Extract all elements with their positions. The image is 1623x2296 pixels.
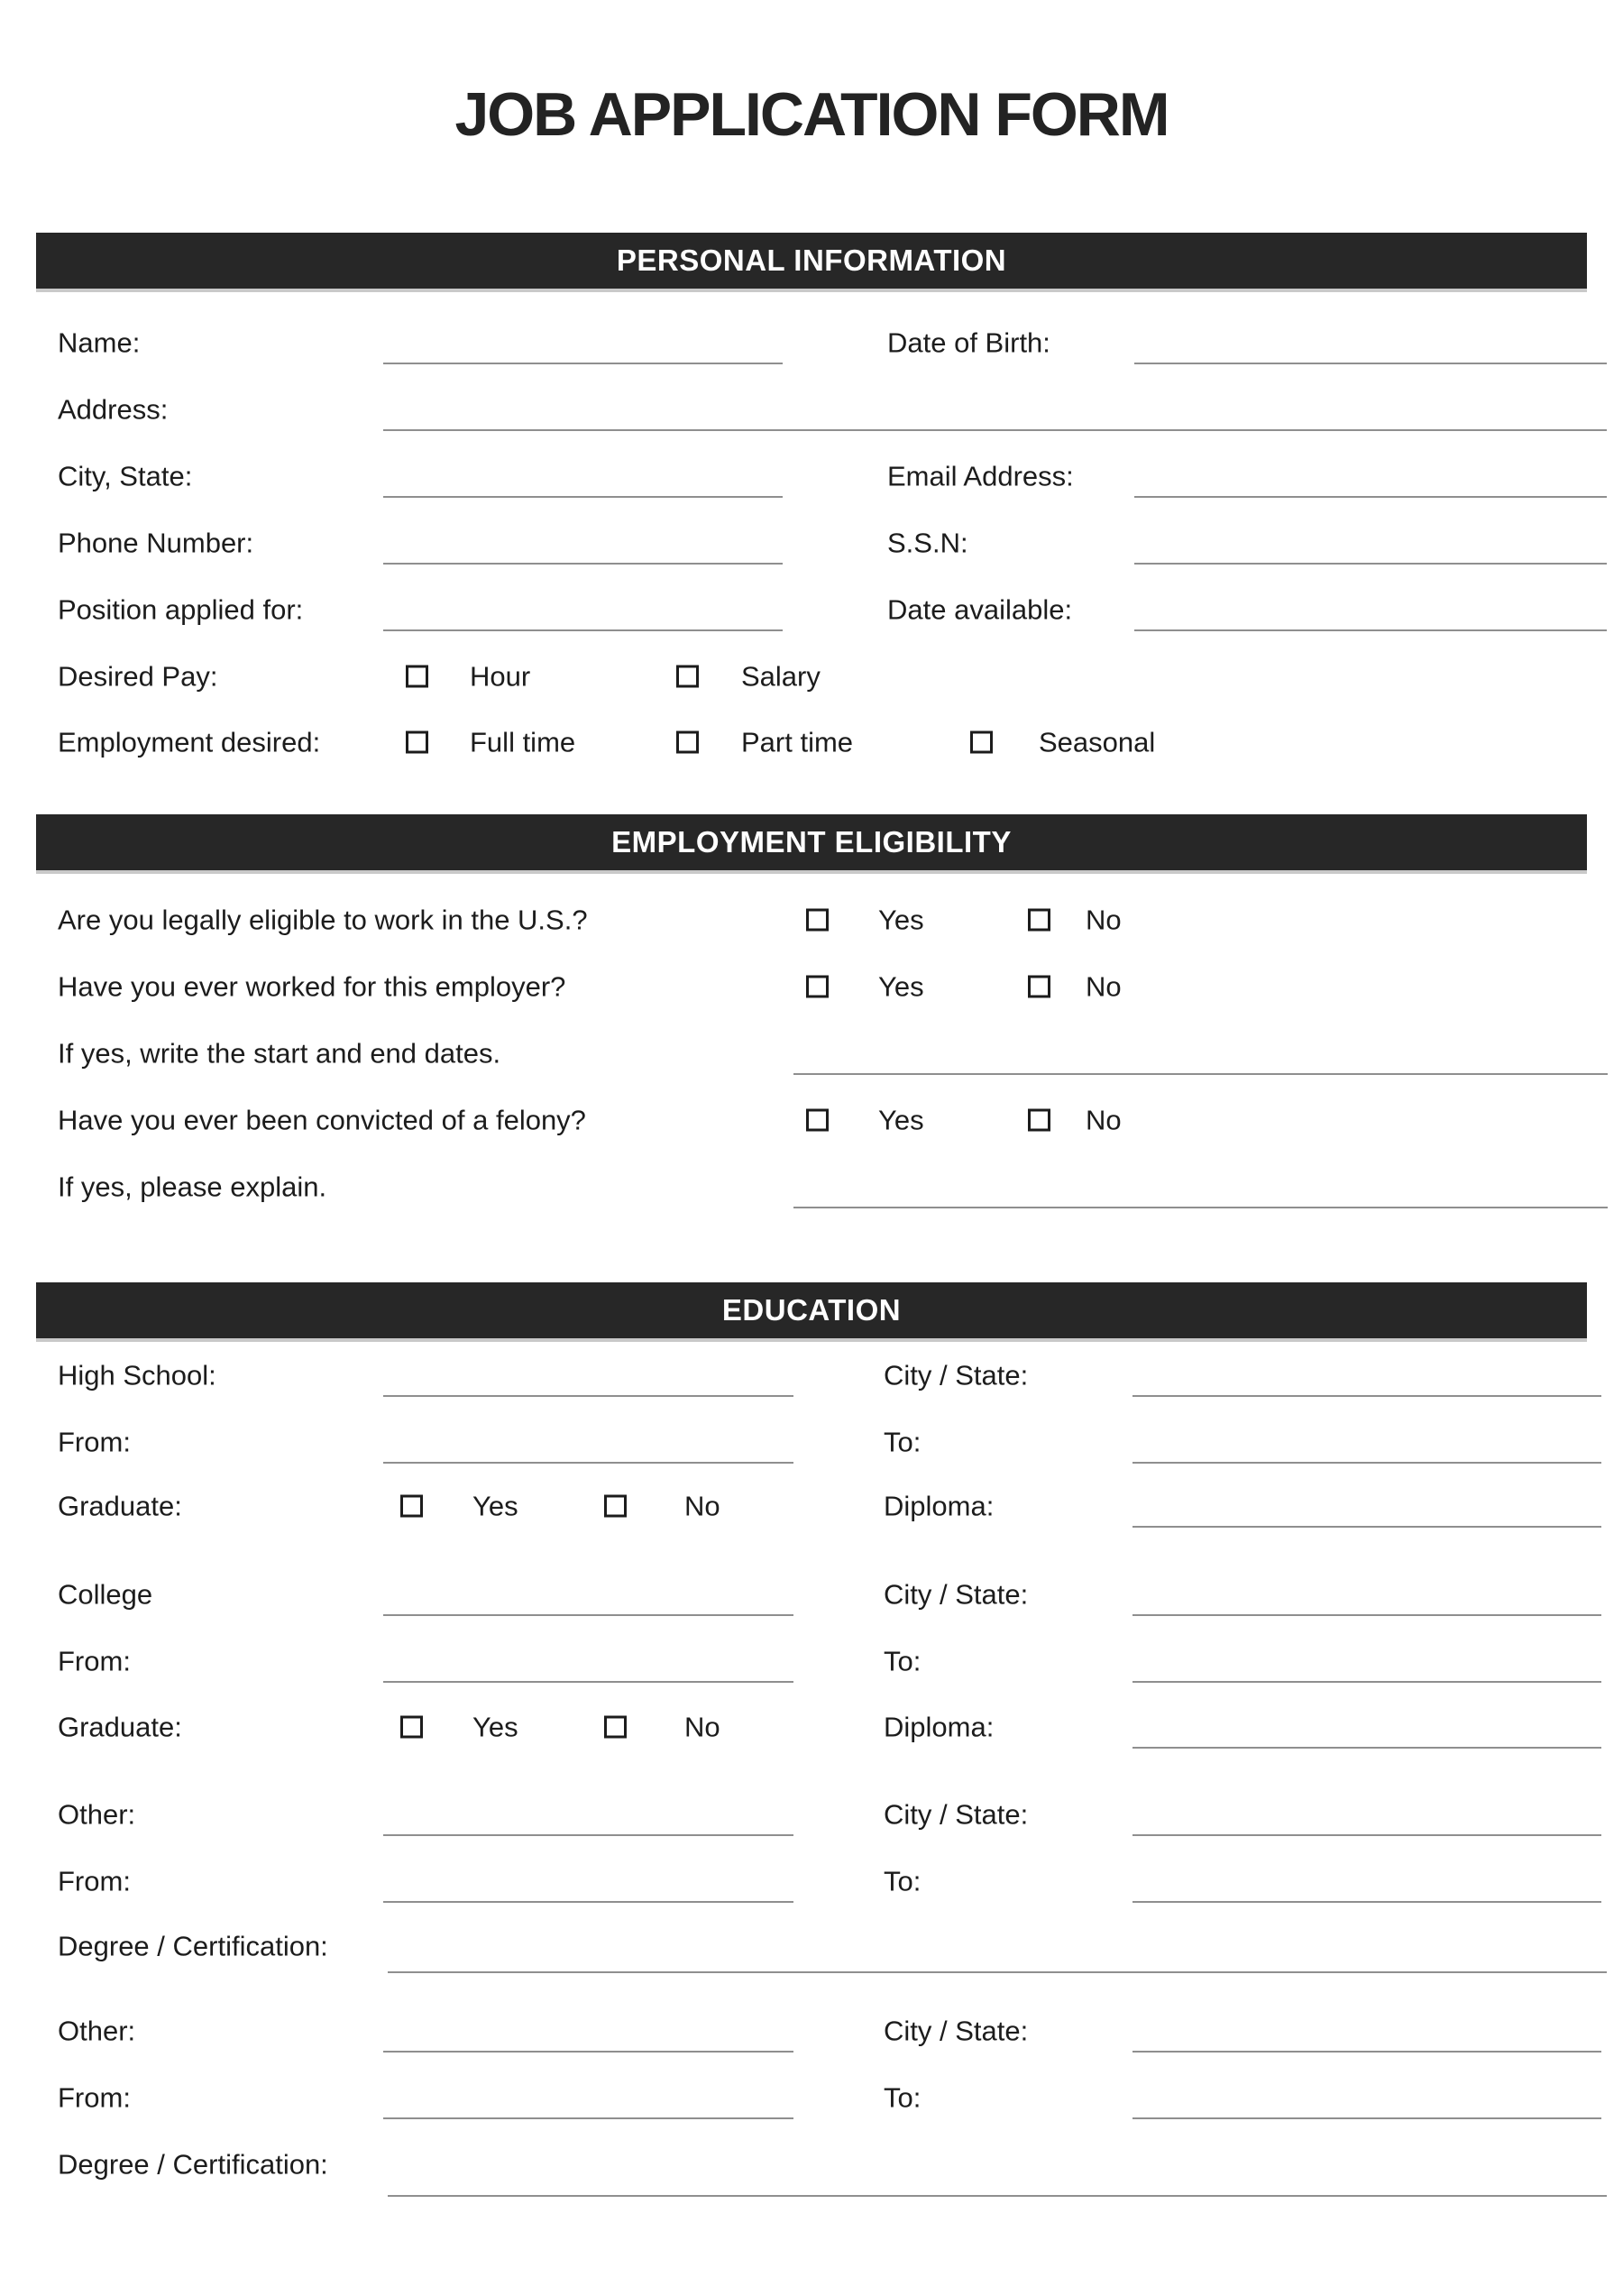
felony-explain-input[interactable] (793, 1207, 1608, 1208)
desired-pay-salary-checkbox[interactable] (676, 666, 699, 688)
employment-desired-label: Employment desired: (58, 726, 321, 758)
hs-diploma-input[interactable] (1132, 1526, 1601, 1528)
other2-label: Other: (58, 2015, 136, 2047)
worked-before-no-checkbox[interactable] (1028, 976, 1050, 998)
other1-degree-label: Degree / Certification: (58, 1930, 328, 1962)
hs-from-input[interactable] (383, 1462, 793, 1464)
other1-degree-input[interactable] (388, 1971, 1607, 1973)
college-to-label: To: (884, 1645, 922, 1677)
city-state-input[interactable] (383, 496, 783, 498)
worked-before-yes-checkbox[interactable] (806, 976, 829, 998)
other1-label: Other: (58, 1798, 136, 1831)
other1-to-input[interactable] (1132, 1901, 1601, 1903)
felony-explain-label: If yes, please explain. (58, 1171, 327, 1203)
felony-yes-label: Yes (878, 1104, 924, 1136)
felony-question-label: Have you ever been convicted of a felony? (58, 1104, 586, 1136)
position-label: Position applied for: (58, 593, 304, 626)
other1-from-label: From: (58, 1865, 131, 1897)
date-of-birth-input[interactable] (1134, 363, 1607, 364)
section-header-education-label: EDUCATION (721, 1293, 902, 1327)
section-header-personal-information (36, 233, 1587, 292)
desired-pay-salary-label: Salary (741, 660, 821, 693)
college-graduate-label: Graduate: (58, 1711, 182, 1743)
worked-before-yes-label: Yes (878, 970, 924, 1003)
worked-before-no-label: No (1086, 970, 1122, 1003)
worked-dates-label: If yes, write the start and end dates. (58, 1037, 501, 1070)
section-header-personal-information-label: PERSONAL INFORMATION (616, 243, 1007, 277)
address-input[interactable] (383, 429, 1607, 431)
date-available-label: Date available: (887, 593, 1073, 626)
hs-from-label: From: (58, 1426, 131, 1458)
eligible-question-label: Are you legally eligible to work in the U.S.? (58, 904, 588, 936)
city-state-label: City, State: (58, 460, 193, 492)
high-school-input[interactable] (383, 1395, 793, 1397)
employment-part-time-label: Part time (741, 726, 854, 758)
college-city-state-label: City / State: (884, 1578, 1029, 1611)
college-graduate-yes-checkbox[interactable] (400, 1716, 423, 1739)
employment-full-time-checkbox[interactable] (406, 731, 428, 754)
page-title: JOB APPLICATION FORM (454, 80, 1169, 149)
name-input[interactable] (383, 363, 783, 364)
employment-full-time-label: Full time (470, 726, 576, 758)
college-from-input[interactable] (383, 1681, 793, 1683)
phone-label: Phone Number: (58, 527, 254, 559)
other1-from-input[interactable] (383, 1901, 793, 1903)
other2-city-state-label: City / State: (884, 2015, 1029, 2047)
hs-graduate-yes-checkbox[interactable] (400, 1495, 423, 1518)
worked-dates-input[interactable] (793, 1073, 1608, 1075)
eligible-no-label: No (1086, 904, 1122, 936)
other2-input[interactable] (383, 2051, 793, 2053)
address-label: Address: (58, 393, 169, 426)
college-to-input[interactable] (1132, 1681, 1601, 1683)
desired-pay-hour-checkbox[interactable] (406, 666, 428, 688)
phone-input[interactable] (383, 563, 783, 565)
felony-yes-checkbox[interactable] (806, 1109, 829, 1132)
hs-graduate-label: Graduate: (58, 1490, 182, 1522)
email-input[interactable] (1134, 496, 1607, 498)
ssn-input[interactable] (1134, 563, 1607, 565)
other2-city-state-input[interactable] (1132, 2051, 1601, 2053)
worked-before-question-label: Have you ever worked for this employer? (58, 970, 566, 1003)
ssn-label: S.S.N: (887, 527, 968, 559)
college-graduate-no-checkbox[interactable] (604, 1716, 627, 1739)
desired-pay-label: Desired Pay: (58, 660, 218, 693)
college-label: College (58, 1578, 153, 1611)
section-header-employment-eligibility (36, 814, 1587, 874)
desired-pay-hour-label: Hour (470, 660, 531, 693)
other2-from-label: From: (58, 2081, 131, 2114)
high-school-label: High School: (58, 1359, 216, 1391)
college-diploma-input[interactable] (1132, 1747, 1601, 1749)
employment-part-time-checkbox[interactable] (676, 731, 699, 754)
felony-no-checkbox[interactable] (1028, 1109, 1050, 1132)
eligible-no-checkbox[interactable] (1028, 909, 1050, 932)
hs-graduate-no-checkbox[interactable] (604, 1495, 627, 1518)
other1-to-label: To: (884, 1865, 922, 1897)
other1-input[interactable] (383, 1834, 793, 1836)
college-input[interactable] (383, 1614, 793, 1616)
hs-diploma-label: Diploma: (884, 1490, 995, 1522)
other1-city-state-label: City / State: (884, 1798, 1029, 1831)
name-label: Name: (58, 326, 141, 359)
other1-city-state-input[interactable] (1132, 1834, 1601, 1836)
position-input[interactable] (383, 629, 783, 631)
other2-to-label: To: (884, 2081, 922, 2114)
other2-degree-label: Degree / Certification: (58, 2148, 328, 2181)
hs-to-label: To: (884, 1426, 922, 1458)
section-header-education (36, 1282, 1587, 1342)
other2-degree-input[interactable] (388, 2195, 1607, 2197)
hs-city-state-input[interactable] (1132, 1395, 1601, 1397)
hs-city-state-label: City / State: (884, 1359, 1029, 1391)
felony-no-label: No (1086, 1104, 1122, 1136)
employment-seasonal-label: Seasonal (1039, 726, 1156, 758)
hs-graduate-no-label: No (684, 1490, 720, 1522)
section-header-employment-eligibility-label: EMPLOYMENT ELIGIBILITY (611, 825, 1012, 859)
college-city-state-input[interactable] (1132, 1614, 1601, 1616)
eligible-yes-checkbox[interactable] (806, 909, 829, 932)
college-from-label: From: (58, 1645, 131, 1677)
email-label: Email Address: (887, 460, 1074, 492)
college-graduate-no-label: No (684, 1711, 720, 1743)
hs-graduate-yes-label: Yes (472, 1490, 518, 1522)
eligible-yes-label: Yes (878, 904, 924, 936)
date-of-birth-label: Date of Birth: (887, 326, 1050, 359)
hs-to-input[interactable] (1132, 1462, 1601, 1464)
other2-to-input[interactable] (1132, 2117, 1601, 2119)
date-available-input[interactable] (1134, 629, 1607, 631)
college-graduate-yes-label: Yes (472, 1711, 518, 1743)
other2-from-input[interactable] (383, 2117, 793, 2119)
employment-seasonal-checkbox[interactable] (970, 731, 993, 754)
college-diploma-label: Diploma: (884, 1711, 995, 1743)
